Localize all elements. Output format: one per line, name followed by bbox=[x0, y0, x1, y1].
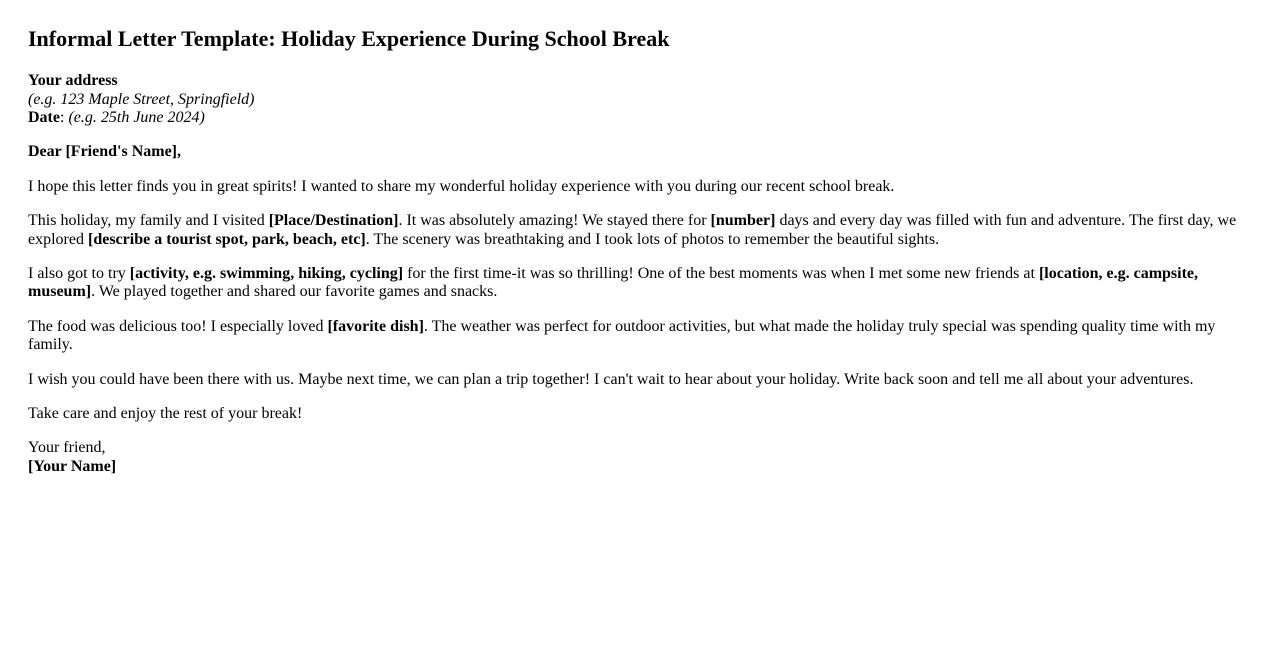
paragraph-destination bbox=[28, 212, 1250, 249]
paragraph-food bbox=[28, 318, 1250, 355]
text-run: for the first time-it was so thrilling! One of the best moments was when I met some new friends at bbox=[403, 265, 1039, 283]
letter-header-block bbox=[28, 72, 1250, 127]
address-example: (e.g. 123 Maple Street, Springfield) bbox=[28, 90, 255, 108]
closing-signoff: Your friend, bbox=[28, 439, 106, 457]
date-separator: : bbox=[59, 109, 69, 127]
placeholder-number: [number] bbox=[710, 212, 776, 230]
placeholder-tourist-spot: [describe a tourist spot, park, beach, etc] bbox=[87, 230, 366, 248]
text-run: This holiday, my family and I visited bbox=[28, 212, 269, 230]
salutation: Dear [Friend's Name], bbox=[28, 143, 181, 161]
paragraph-intro: I hope this letter finds you in great spirits! I wanted to share my wonderful holiday experience with you during our recent school break. bbox=[28, 177, 895, 195]
date-label: Date bbox=[28, 109, 60, 127]
text-run: . The weather was perfect for outdoor activities, but what made the holiday truly special was spending quality time with my family. bbox=[28, 317, 1216, 354]
placeholder-your-name: [Your Name] bbox=[28, 457, 117, 475]
page-title: Informal Letter Template: Holiday Experience During School Break bbox=[28, 26, 670, 51]
placeholder-favorite-dish: [favorite dish] bbox=[327, 317, 424, 335]
text-run: The food was delicious too! I especially loved bbox=[28, 317, 328, 335]
placeholder-location: [location, e.g. campsite, museum] bbox=[28, 265, 1199, 301]
closing-block bbox=[28, 439, 1250, 476]
placeholder-activity: [activity, e.g. swimming, hiking, cycling] bbox=[129, 265, 404, 283]
text-run: . It was absolutely amazing! We stayed there for bbox=[398, 212, 711, 230]
placeholder-destination: [Place/Destination] bbox=[268, 212, 399, 230]
paragraph-activity bbox=[28, 265, 1250, 302]
text-run: days and every day was filled with fun and adventure. The first day, we explored bbox=[28, 212, 1237, 248]
text-run: . We played together and shared our favorite games and snacks. bbox=[91, 283, 498, 301]
text-run: . The scenery was breathtaking and I took lots of photos to remember the beautiful sights. bbox=[365, 230, 940, 248]
paragraph-farewell: Take care and enjoy the rest of your break! bbox=[28, 404, 303, 422]
date-example: (e.g. 25th June 2024) bbox=[68, 109, 205, 127]
text-run: I also got to try bbox=[28, 265, 130, 283]
paragraph-wish: I wish you could have been there with us. Maybe next time, we can plan a trip together! I can't wait to hear about your holiday. Write back soon and tell me all about your adventures. bbox=[28, 370, 1194, 388]
address-label: Your address bbox=[28, 72, 118, 90]
